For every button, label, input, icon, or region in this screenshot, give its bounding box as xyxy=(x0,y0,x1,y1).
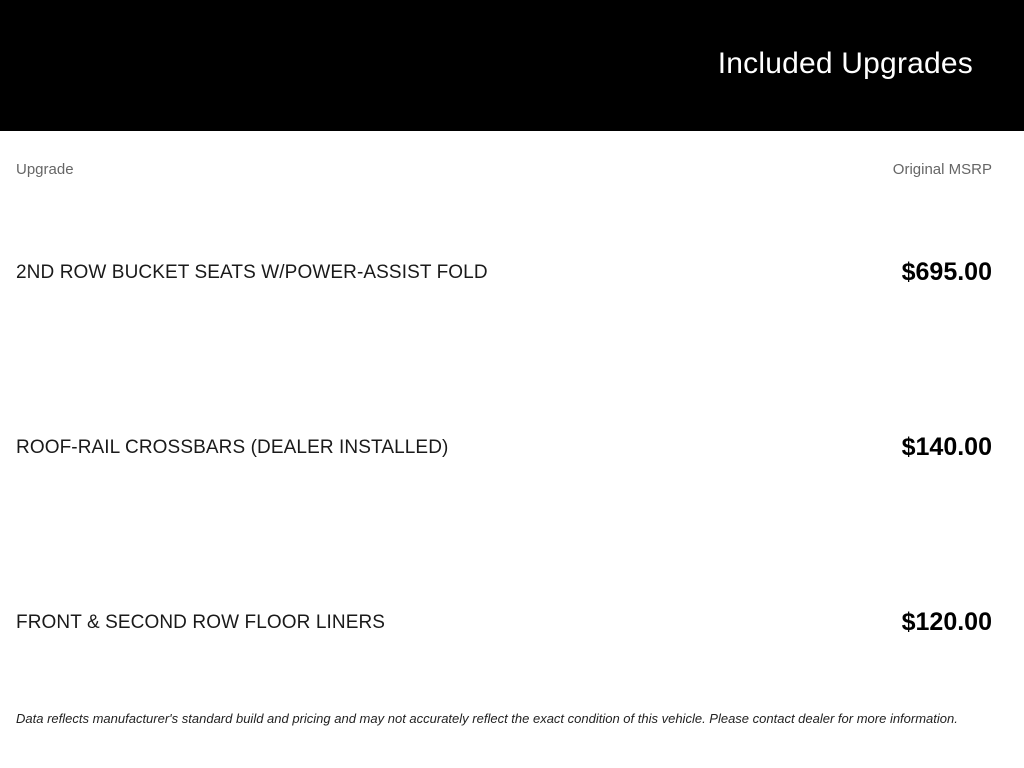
column-header-msrp: Original MSRP xyxy=(892,161,992,178)
upgrade-price: $140.00 xyxy=(901,432,992,461)
upgrade-price: $120.00 xyxy=(901,607,992,636)
table-header-row xyxy=(16,152,992,188)
column-header-upgrade: Upgrade xyxy=(16,161,74,178)
table-row xyxy=(16,604,992,640)
disclaimer-text: Data reflects manufacturer's standard build and pricing and may not accurately reflect the exact condition of this vehicle. Please contact dealer for more information. xyxy=(16,711,958,726)
upgrade-name: 2ND ROW BUCKET SEATS W/POWER-ASSIST FOLD xyxy=(16,261,488,283)
table-row xyxy=(16,429,992,465)
upgrade-name: ROOF-RAIL CROSSBARS (DEALER INSTALLED) xyxy=(16,436,449,458)
table-row xyxy=(16,254,992,290)
upgrade-name: FRONT & SECOND ROW FLOOR LINERS xyxy=(16,611,386,633)
upgrade-price: $695.00 xyxy=(901,257,992,286)
page-header xyxy=(0,0,1024,131)
page-title: Included Upgrades xyxy=(717,47,973,80)
